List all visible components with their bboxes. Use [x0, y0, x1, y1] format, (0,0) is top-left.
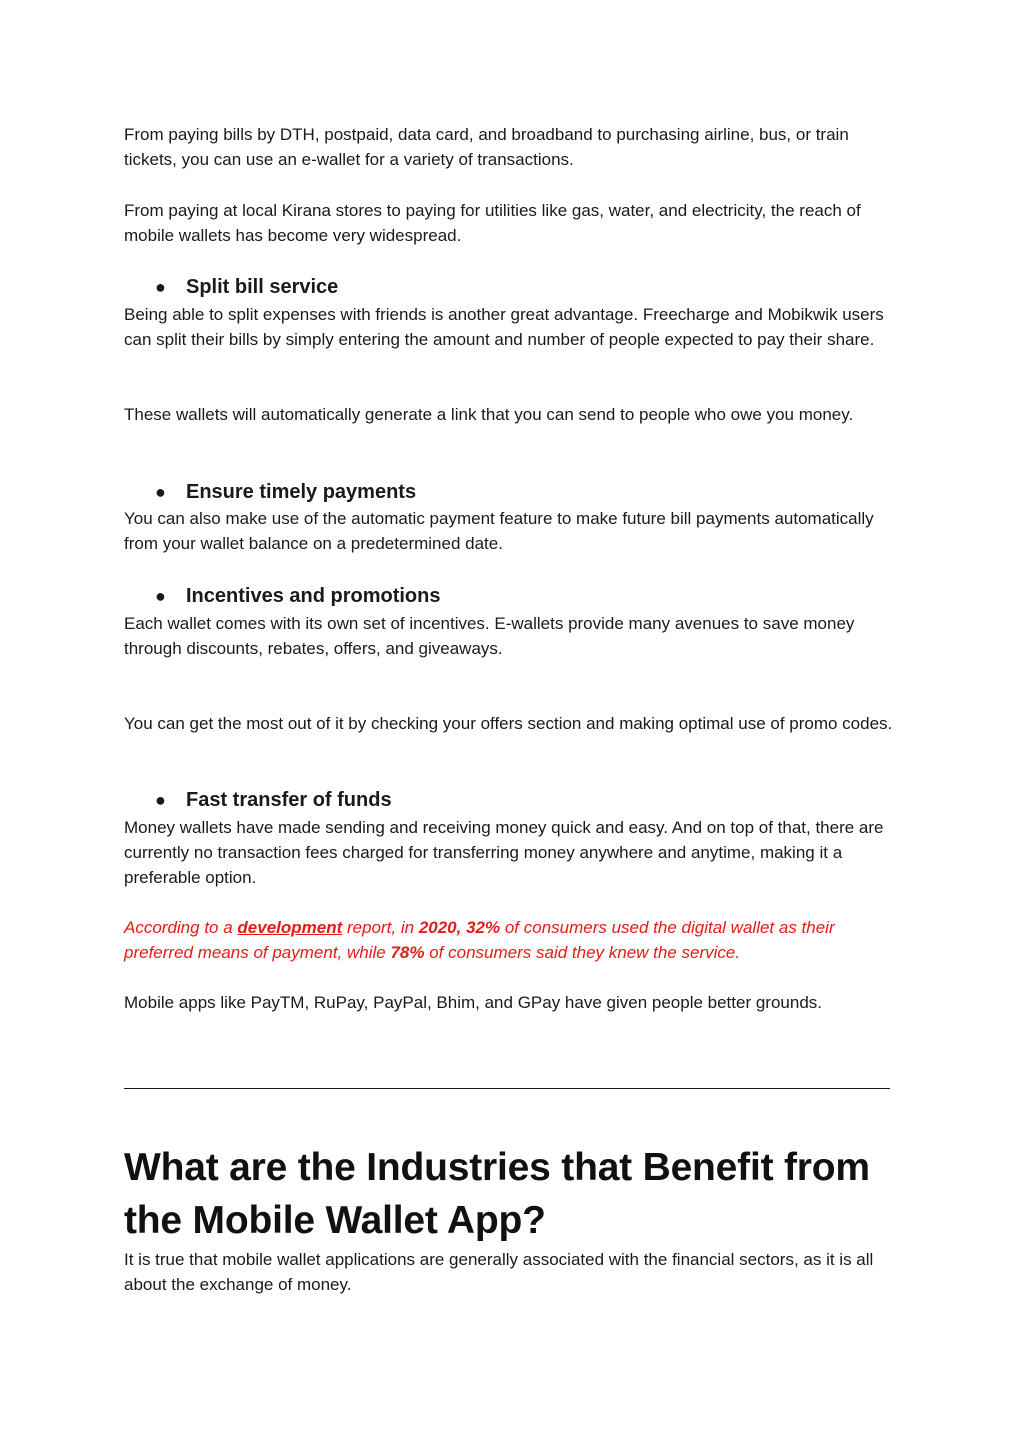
stat-text: report, in [342, 918, 419, 937]
paragraph-industries-intro: It is true that mobile wallet applications are generally associated with the financial sectors, as it is all about the exchange of money. [124, 1250, 874, 1294]
bullet-icon: ● [155, 482, 166, 502]
bullet-heading-label: Ensure timely payments [186, 481, 417, 503]
paragraph-widespread: From paying at local Kirana stores to paying for utilities like gas, water, and electricity, the reach of mobile wallets has become very widespread. [124, 201, 861, 245]
bullet-heading-label: Split bill service [186, 276, 339, 298]
stat-text: of consumers said they knew the service. [424, 943, 741, 962]
horizontal-divider [124, 1088, 890, 1089]
bullet-heading-split-bill [124, 274, 966, 300]
bullet-heading-label: Fast transfer of funds [186, 789, 392, 811]
section-heading: What are the Industries that Benefit from the Mobile Wallet App? [124, 1146, 870, 1242]
stat-text: of consumers used the digital wallet as their preferred means of payment, while [124, 918, 835, 962]
bullet-heading-incentives [124, 583, 966, 609]
stat-percent-value: 78% [390, 943, 425, 962]
paragraph-split-link: These wallets will automatically generate a link that you can send to people who owe you money. [124, 405, 854, 424]
bullet-icon: ● [155, 277, 166, 297]
bullet-icon: ● [155, 586, 166, 606]
paragraph-incentives: Each wallet comes with its own set of incentives. E-wallets provide many avenues to save money through discounts, rebates, offers, and giveaways. [124, 614, 855, 658]
stat-callout [124, 915, 904, 965]
paragraph-apps: Mobile apps like PayTM, RuPay, PayPal, Bhim, and GPay have given people better grounds. [124, 993, 823, 1012]
bullet-heading-fast-transfer [124, 787, 966, 813]
development-link[interactable]: development [237, 918, 343, 937]
paragraph-split-bill: Being able to split expenses with friends is another great advantage. Freecharge and Mobikwik users can split their bills by simply entering the amount and number of people expected to pay their share. [124, 305, 884, 349]
stat-year-value: 2020, 32% [418, 918, 501, 937]
paragraph-timely-payments: You can also make use of the automatic payment feature to make future bill payments automatically from your wallet balance on a predetermined date. [124, 509, 874, 553]
paragraph-offers: You can get the most out of it by checking your offers section and making optimal use of promo codes. [124, 714, 893, 733]
paragraph-fast-transfer: Money wallets have made sending and receiving money quick and easy. And on top of that, there are currently no transaction fees charged for transferring money anywhere and anytime, making it a preferable option. [124, 818, 884, 887]
bullet-heading-label: Incentives and promotions [186, 585, 441, 607]
stat-text: According to a [124, 918, 238, 937]
bullet-icon: ● [155, 790, 166, 810]
bullet-heading-timely-payments [124, 479, 966, 505]
paragraph-transactions: From paying bills by DTH, postpaid, data card, and broadband to purchasing airline, bus, or train tickets, you can use an e-wallet for a variety of transactions. [124, 125, 849, 169]
